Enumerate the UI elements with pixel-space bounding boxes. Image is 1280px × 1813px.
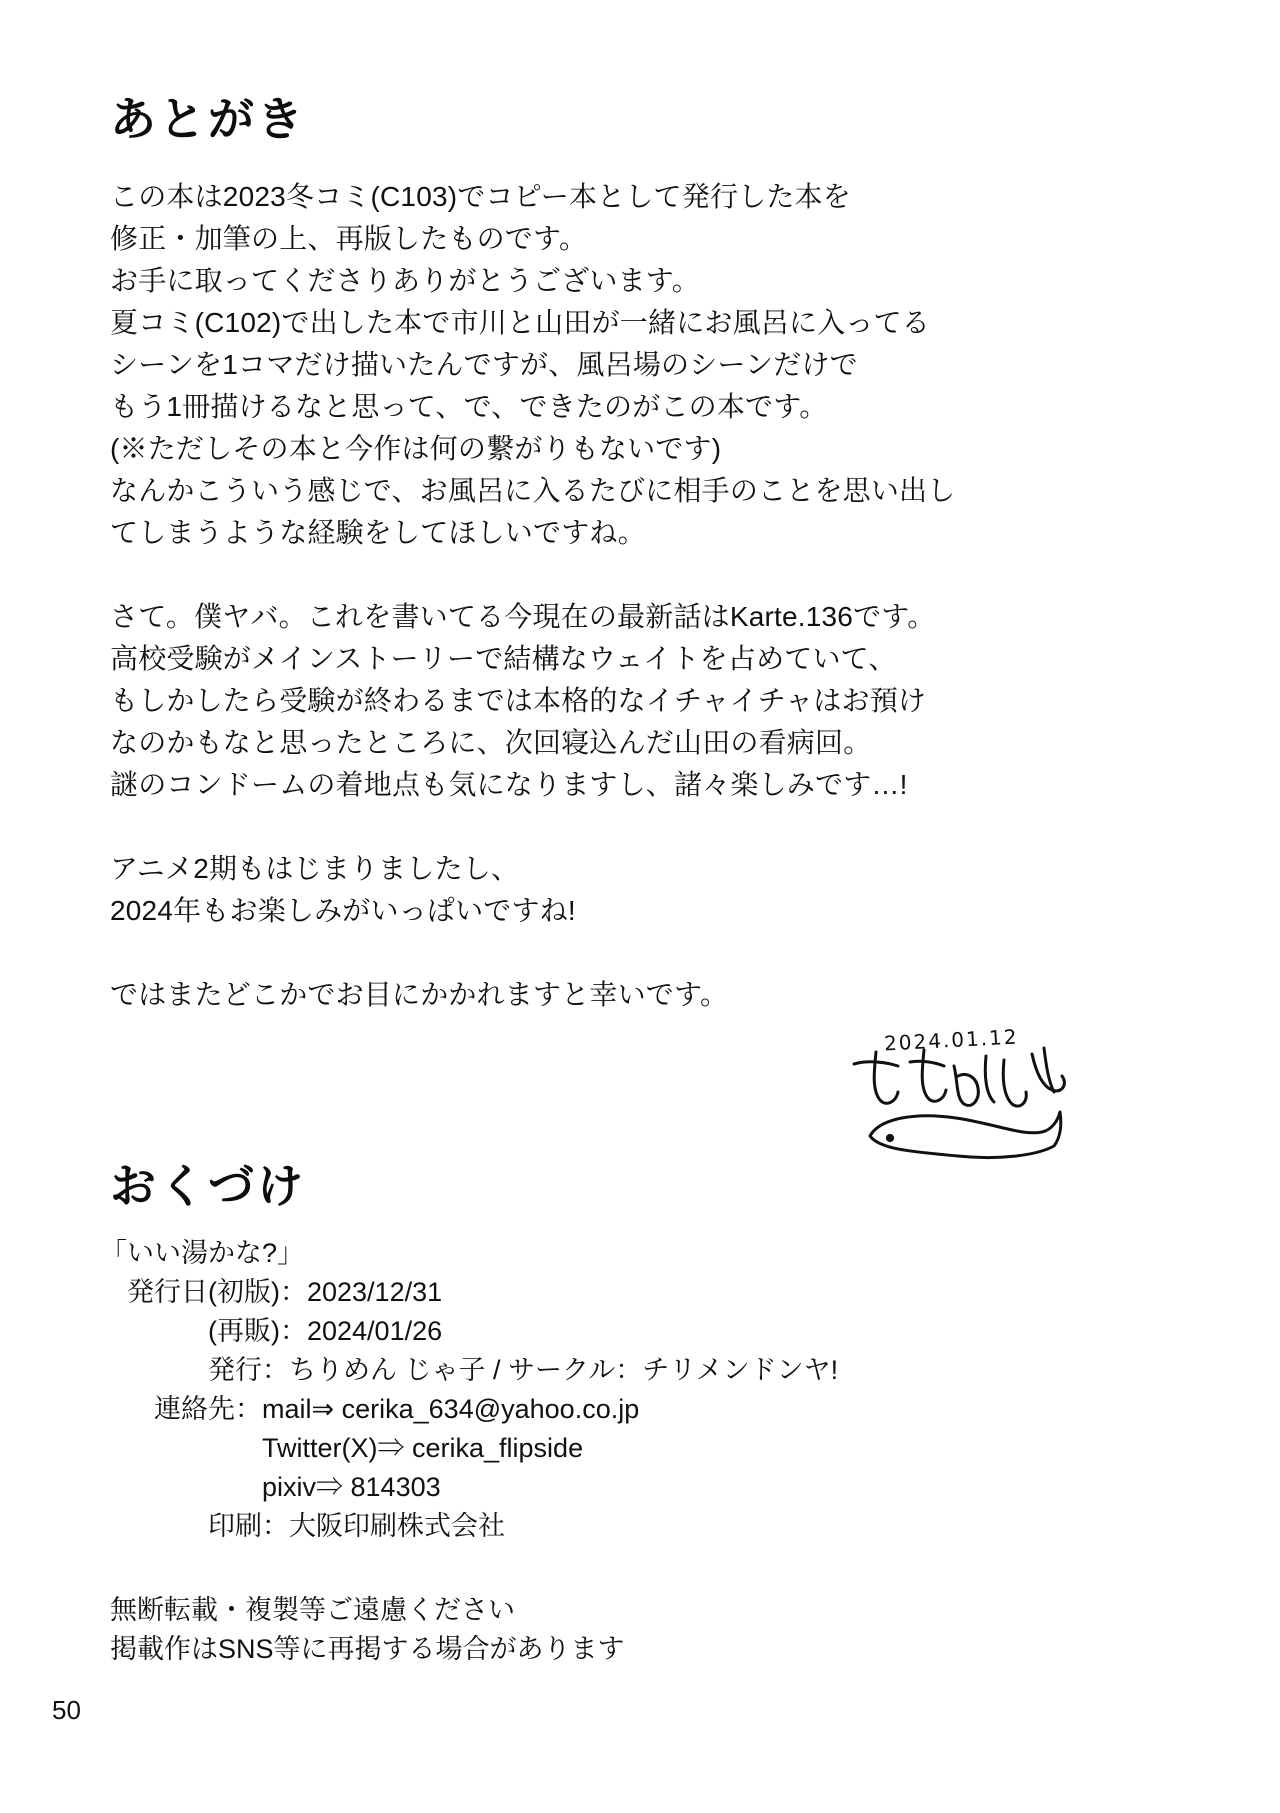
signature-date: 2024.01.12 [883, 1024, 1020, 1056]
afterword-line: 夏コミ(C102)で出した本で市川と山田が一緒にお風呂に入ってる [110, 307, 930, 338]
colophon-line: pixiv⇒ 814303 [100, 1472, 441, 1502]
notice-line: 無断転載・複製等ご遠慮ください [110, 1595, 515, 1625]
afterword-line: さて。僕ヤバ。これを書いてる今現在の最新話はKarte.136です。 [110, 601, 936, 632]
afterword-line: ではまたどこかでお目にかかれますと幸いです。 [110, 979, 729, 1010]
afterword-body [110, 176, 1110, 1016]
colophon-line: 印刷：大阪印刷株式会社 [100, 1511, 505, 1541]
page-number: 50 [52, 1695, 81, 1725]
afterword-line: アニメ2期もはじまりましたし、 [110, 853, 520, 884]
afterword-line: 謎のコンドームの着地点も気になりますし、諸々楽しみです…! [110, 769, 908, 800]
afterword-line: 修正・加筆の上、再版したものです。 [110, 223, 588, 254]
colophon-line: 発行：ちりめん じゃ子 / サークル：チリメンドンヤ! [100, 1355, 839, 1385]
afterword-line: 2024年もお楽しみがいっぱいですね! [110, 895, 576, 926]
colophon-line: Twitter(X)⇒ cerika_flipside [100, 1433, 584, 1463]
afterword-line: お手に取ってくださりありがとうございます。 [110, 265, 700, 296]
afterword-line: もしかしたら受験が終わるまでは本格的なイチャイチャはお預け [110, 685, 927, 716]
colophon-line: 「いい湯かな?」 [100, 1238, 305, 1268]
afterword-line: なんかこういう感じで、お風呂に入るたびに相手のことを思い出し [110, 475, 956, 506]
colophon-block [100, 1234, 1160, 1546]
handwritten-signature-icon [846, 1046, 1136, 1166]
afterword-line: なのかもなと思ったところに、次回寝込んだ山田の看病回。 [110, 727, 872, 758]
afterword-line: てしまうような経験をしてほしいですね。 [110, 517, 646, 548]
afterword-line: (※ただしその本と今作は何の繋がりもないです) [110, 433, 722, 464]
afterword-heading: あとがき [110, 93, 306, 145]
colophon-line: (再販)：2024/01/26 [100, 1316, 443, 1346]
afterword-line: もう1冊描けるなと思って、で、できたのがこの本です。 [110, 391, 828, 422]
colophon-line: 発行日(初版)：2023/12/31 [100, 1277, 443, 1307]
notice-line: 掲載作はSNS等に再掲する場合があります [110, 1634, 625, 1664]
usage-notice [110, 1591, 1010, 1669]
afterword-line: シーンを1コマだけ描いたんですが、風呂場のシーンだけで [110, 349, 858, 380]
afterword-line: この本は2023冬コミ(C103)でコピー本として発行した本を [110, 181, 851, 212]
colophon-line: 連絡先：mail⇒ cerika_634@yahoo.co.jp [100, 1394, 640, 1424]
colophon-heading: おくづけ [110, 1160, 306, 1212]
afterword-line: 高校受験がメインストーリーで結構なウェイトを占めていて、 [110, 643, 897, 674]
